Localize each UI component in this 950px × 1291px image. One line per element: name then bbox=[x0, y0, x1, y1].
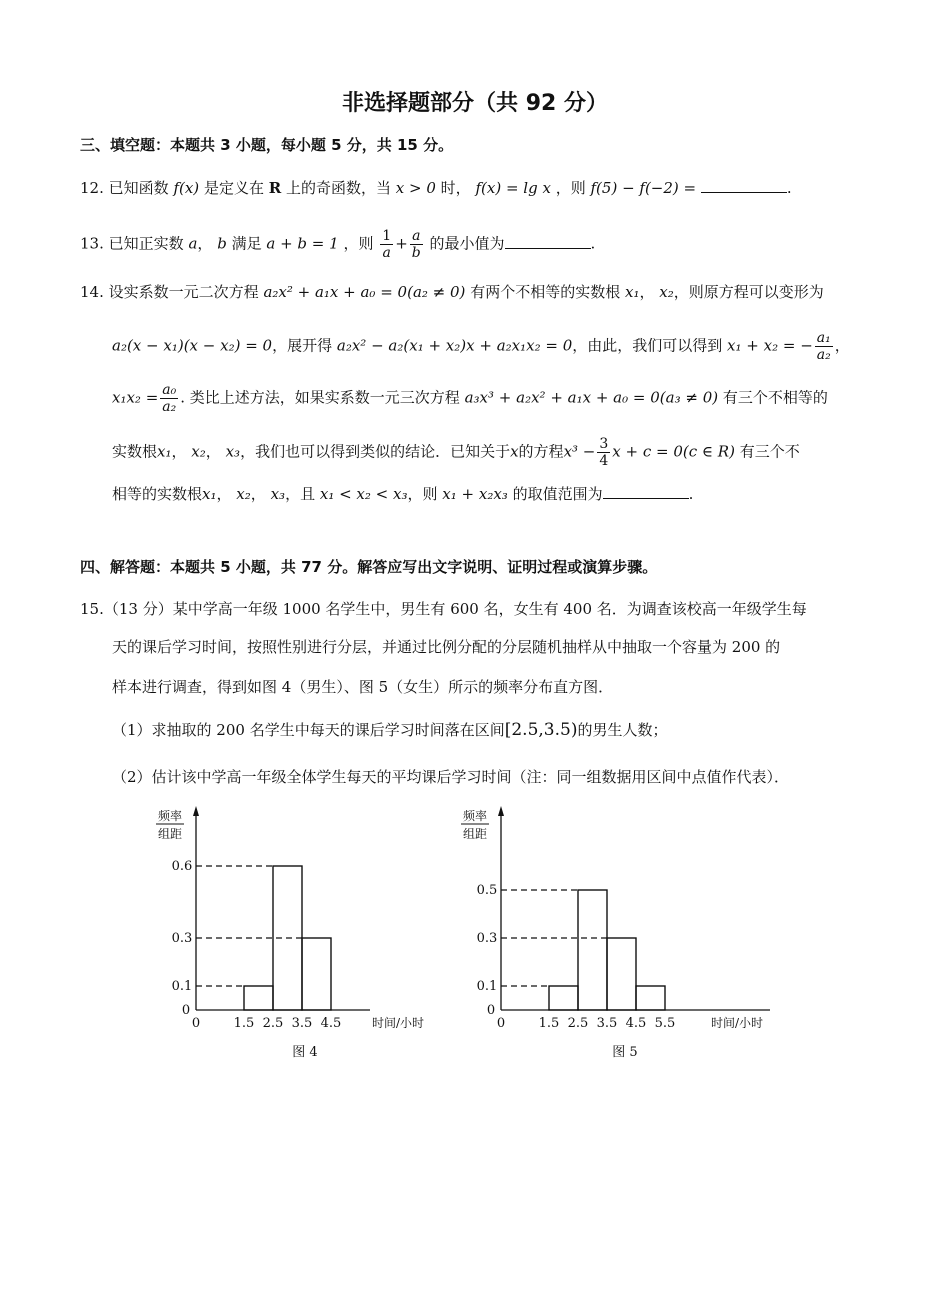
q14-text-4b: ，我们也可以得到类似的结论．已知关于 bbox=[240, 442, 511, 461]
q14-text-3c: 有三个不相等的 bbox=[722, 388, 828, 407]
q14-sum: x₁ + x₂ = − bbox=[727, 336, 813, 355]
q14-product: x₁x₂ = bbox=[112, 388, 159, 407]
q14-line-4 bbox=[112, 436, 800, 469]
q14-line-1 bbox=[80, 282, 824, 302]
q15-interval: [2.5,3.5) bbox=[504, 720, 578, 740]
q14-x3-b: x₃ bbox=[270, 485, 286, 503]
q13-condition: a + b = 1 bbox=[266, 234, 339, 253]
q13-end: . bbox=[590, 234, 596, 253]
q13-fraction-1 bbox=[380, 228, 393, 261]
q12-text-5: ，则 bbox=[555, 179, 586, 197]
q12-text-3: 上的奇函数，当 bbox=[285, 179, 391, 197]
q14-line-5 bbox=[112, 484, 693, 504]
x-tick-label-3.5: 3.5 bbox=[291, 1016, 313, 1031]
q14-cubic-end: x + c = 0(c ∈ R) bbox=[612, 442, 735, 461]
q14-sep-b: ， bbox=[171, 442, 187, 461]
histogram-figure-4 bbox=[150, 800, 440, 1070]
q12-fx: f(x) bbox=[173, 179, 200, 197]
y-tick-label-0.3: 0.3 bbox=[171, 931, 193, 946]
y-label-bottom: 组距 bbox=[462, 827, 488, 841]
answer-blank-13[interactable] bbox=[505, 234, 591, 249]
x-tick-label-1.5: 1.5 bbox=[538, 1016, 560, 1031]
y-tick-label-0.3: 0.3 bbox=[476, 931, 498, 946]
bar-4.5-5.5 bbox=[636, 986, 665, 1010]
x-tick-label-2.5: 2.5 bbox=[567, 1016, 589, 1031]
x-tick-label-4.5: 4.5 bbox=[625, 1016, 647, 1031]
y-axis-arrow bbox=[498, 806, 504, 816]
q15-line-3: 样本进行调查，得到如图 4（男生）、图 5（女生）所示的频率分布直方图． bbox=[112, 678, 614, 696]
q14-text-4f: 有三个不 bbox=[739, 442, 800, 461]
q13-f2-den: b bbox=[411, 245, 421, 261]
question-13 bbox=[80, 228, 595, 261]
q13-text: 已知正实数 bbox=[108, 234, 184, 253]
q14-text-3b: . 类比上述方法，如果实系数一元三次方程 bbox=[180, 388, 460, 407]
q14-text-5f: 的取值范围为 bbox=[512, 485, 603, 503]
q14-f2-den: a₂ bbox=[162, 399, 177, 415]
q14-text-2b: ，展开得 bbox=[272, 336, 333, 355]
q14-text-4c: 的方程 bbox=[518, 442, 564, 461]
page-title: 非选择题部分（共 92 分） bbox=[342, 91, 608, 116]
q14-expanded: a₂x² − a₂(x₁ + x₂)x + a₂x₁x₂ = 0 bbox=[336, 336, 573, 355]
q14-x2: x₂ bbox=[659, 283, 674, 301]
origin-x-label: 0 bbox=[191, 1016, 201, 1031]
q12-condition: x > 0 bbox=[395, 179, 436, 197]
q12-R: R bbox=[268, 179, 282, 197]
q14-line-2 bbox=[112, 330, 850, 363]
q14-sep-d: ， bbox=[216, 485, 232, 503]
q14-sep: ， bbox=[639, 283, 655, 301]
q12-number: 12. bbox=[80, 179, 104, 197]
origin-x-label: 0 bbox=[496, 1016, 506, 1031]
x-axis-label: 时间/小时 bbox=[371, 1016, 425, 1030]
q15-line-1: 15.（13 分）某中学高一年级 1000 名学生中，男生有 600 名，女生有 400 名．为调查该校高一年级学生每 bbox=[80, 600, 807, 618]
y-label-top: 频率 bbox=[157, 809, 183, 823]
q13-f1-num: 1 bbox=[382, 228, 392, 244]
y-tick-label-0.1: 0.1 bbox=[476, 979, 498, 994]
q14-x1-b: x₁ bbox=[157, 442, 172, 461]
bar-3.5-4.5 bbox=[302, 938, 331, 1010]
q12-definition: f(x) = lg x bbox=[475, 179, 551, 197]
bar-1.5-2.5 bbox=[549, 986, 578, 1010]
q14-fraction-a1a2 bbox=[815, 330, 833, 363]
q14-sep-c: ， bbox=[205, 442, 221, 461]
answer-blank-14[interactable] bbox=[603, 484, 689, 499]
q14-comma: ， bbox=[834, 336, 850, 355]
q14-x: x bbox=[510, 442, 519, 461]
q14-end: . bbox=[688, 485, 694, 503]
q13-text-3: 满足 bbox=[231, 234, 262, 253]
answer-blank-12[interactable] bbox=[701, 178, 787, 193]
q14-f3-num: 3 bbox=[599, 436, 609, 452]
q14-target-expr: x₁ + x₂x₃ bbox=[442, 485, 508, 503]
q14-x1-c: x₁ bbox=[202, 485, 217, 503]
q14-text-5d: ，则 bbox=[407, 485, 438, 503]
q12-expression: f(5) − f(−2) = bbox=[590, 179, 697, 197]
figure-caption: 图 5 bbox=[612, 1045, 638, 1060]
q14-x1: x₁ bbox=[624, 283, 640, 301]
q14-text-4a: 实数根 bbox=[112, 442, 158, 461]
q13-text-4: ，则 bbox=[343, 234, 374, 253]
y-tick-label-0.6: 0.6 bbox=[171, 859, 193, 874]
q13-f2-num: a bbox=[410, 228, 423, 245]
q15-p1-end: 的男生人数； bbox=[577, 721, 668, 739]
origin-y-label: 0 bbox=[181, 1003, 191, 1018]
q15-part-2: （2）估计该中学高一年级全体学生每天的平均课后学习时间（注：同一组数据用区间中点值作代表）． bbox=[112, 768, 790, 786]
q15-p1-text: （1）求抽取的 200 名学生中每天的课后学习时间落在区间 bbox=[112, 721, 505, 739]
x-tick-label-5.5: 5.5 bbox=[654, 1016, 676, 1031]
q12-text-2: 是定义在 bbox=[203, 179, 264, 197]
bar-3.5-4.5 bbox=[607, 938, 636, 1010]
y-axis-arrow bbox=[193, 806, 199, 816]
q12-text-4: 时， bbox=[440, 179, 471, 197]
q14-text-1b: 有两个不相等的实数根 bbox=[470, 283, 621, 301]
q14-f2-num: a₀ bbox=[162, 382, 177, 398]
y-tick-label-0.1: 0.1 bbox=[171, 979, 193, 994]
x-tick-label-4.5: 4.5 bbox=[320, 1016, 342, 1031]
bar-2.5-3.5 bbox=[578, 890, 607, 1010]
q12-text: 已知函数 bbox=[108, 179, 169, 197]
q14-f-num: a₁ bbox=[816, 330, 831, 346]
q13-number: 13. bbox=[80, 234, 104, 253]
q14-text-1c: ，则原方程可以变形为 bbox=[673, 283, 824, 301]
section-4-heading: 四、解答题：本题共 5 小题，共 77 分。解答应写出文字说明、证明过程或演算步骤。 bbox=[80, 558, 658, 576]
x-tick-label-3.5: 3.5 bbox=[596, 1016, 618, 1031]
q14-line-3 bbox=[112, 382, 828, 415]
section-3-heading: 三、填空题：本题共 3 小题，每小题 5 分，共 15 分。 bbox=[80, 136, 454, 154]
q14-order: x₁ < x₂ < x₃ bbox=[319, 485, 408, 503]
origin-y-label: 0 bbox=[486, 1003, 496, 1018]
y-label-top: 频率 bbox=[462, 809, 488, 823]
q14-cubic: a₃x³ + a₂x² + a₁x + a₀ = 0(a₃ ≠ 0) bbox=[464, 388, 719, 407]
histogram-figure-5 bbox=[455, 800, 785, 1070]
q14-text-2d: ，由此，我们可以得到 bbox=[572, 336, 723, 355]
q15-part-1 bbox=[112, 720, 667, 740]
x-tick-label-1.5: 1.5 bbox=[233, 1016, 255, 1031]
q13-plus: + bbox=[395, 234, 408, 253]
q13-text-5: 的最小值为 bbox=[429, 234, 505, 253]
question-12 bbox=[80, 178, 792, 198]
q14-text-1a: 设实系数一元二次方程 bbox=[108, 283, 259, 301]
q13-a: a bbox=[188, 234, 198, 253]
q12-end: . bbox=[786, 179, 792, 197]
q14-number: 14. bbox=[80, 283, 104, 301]
q13-sep: ， bbox=[197, 234, 213, 253]
q14-f3-den: 4 bbox=[599, 453, 609, 469]
q15-line-2: 天的课后学习时间，按照性别进行分层，并通过比例分配的分层随机抽样从中抽取一个容量为 200 的 bbox=[112, 638, 781, 656]
x-axis-label: 时间/小时 bbox=[710, 1016, 764, 1030]
y-label-bottom: 组距 bbox=[157, 827, 183, 841]
q14-factored: a₂(x − x₁)(x − x₂) = 0 bbox=[112, 336, 273, 355]
q13-fraction-2 bbox=[410, 228, 423, 261]
q13-f1-den: a bbox=[382, 245, 391, 261]
q13-b: b bbox=[217, 234, 227, 253]
q14-fraction-3-4 bbox=[597, 436, 610, 469]
figure-caption: 图 4 bbox=[292, 1045, 318, 1060]
q14-sep-e: ， bbox=[250, 485, 266, 503]
q14-cubic-start: x³ − bbox=[563, 442, 596, 461]
q14-x3: x₃ bbox=[225, 442, 241, 461]
y-tick-label-0.5: 0.5 bbox=[476, 883, 498, 898]
q14-f-den: a₂ bbox=[816, 347, 831, 363]
q14-x2-b: x₂ bbox=[191, 442, 206, 461]
q14-text-5a: 相等的实数根 bbox=[112, 485, 203, 503]
q14-fraction-a0a2 bbox=[160, 382, 178, 415]
x-tick-label-2.5: 2.5 bbox=[262, 1016, 284, 1031]
q14-x2-c: x₂ bbox=[236, 485, 251, 503]
q14-quadratic: a₂x² + a₁x + a₀ = 0(a₂ ≠ 0) bbox=[263, 283, 466, 301]
q14-text-5b: ，且 bbox=[285, 485, 316, 503]
bar-1.5-2.5 bbox=[244, 986, 273, 1010]
